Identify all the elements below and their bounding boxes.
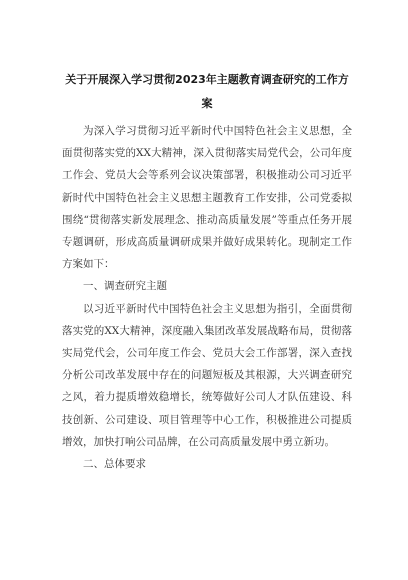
section-heading-general-requirements: 二、总体要求 — [83, 458, 146, 471]
document-title: 关于开展深入学习贯彻2023年主题教育调查研究的工作方案 — [65, 73, 349, 110]
research-topic-paragraph: 以习近平新时代中国特色社会主义思想为指引，全面贯彻落实党的XX大精神，深度融入集团改革发展战略布局，贯彻落实局党代会，公司年度工作会、党员大会工作部署，深入查找分析公司改革发展中存在的问题短板及其根源，大兴调查研究之风，着力提质增效稳增长，统筹做好公司人才队伍建设、科技创新、公司建设、项目管理等中心工作，积极推进公司提质增效，加快打响公司品牌，在公司高质量发展中勇立新功。 — [62, 302, 352, 448]
section-heading-research-topic: 一、调查研究主题 — [83, 280, 167, 293]
document-body — [62, 120, 352, 475]
intro-paragraph: 为深入学习贯彻习近平新时代中国特色社会主义思想，全面贯彻落实党的XX大精神，深入贯彻落实局党代会，公司年度工作会、党员大会等系列会议决策部署，积极推动公司习近平新时代中国特色社会主义思想主题教育工作安排，公司党委拟围绕“贯彻落实新发展理念、推动高质量发展”等重点任务开展专题调研，形成高质量调研成果并做好成果转化。现制定工作方案如下： — [62, 125, 352, 271]
